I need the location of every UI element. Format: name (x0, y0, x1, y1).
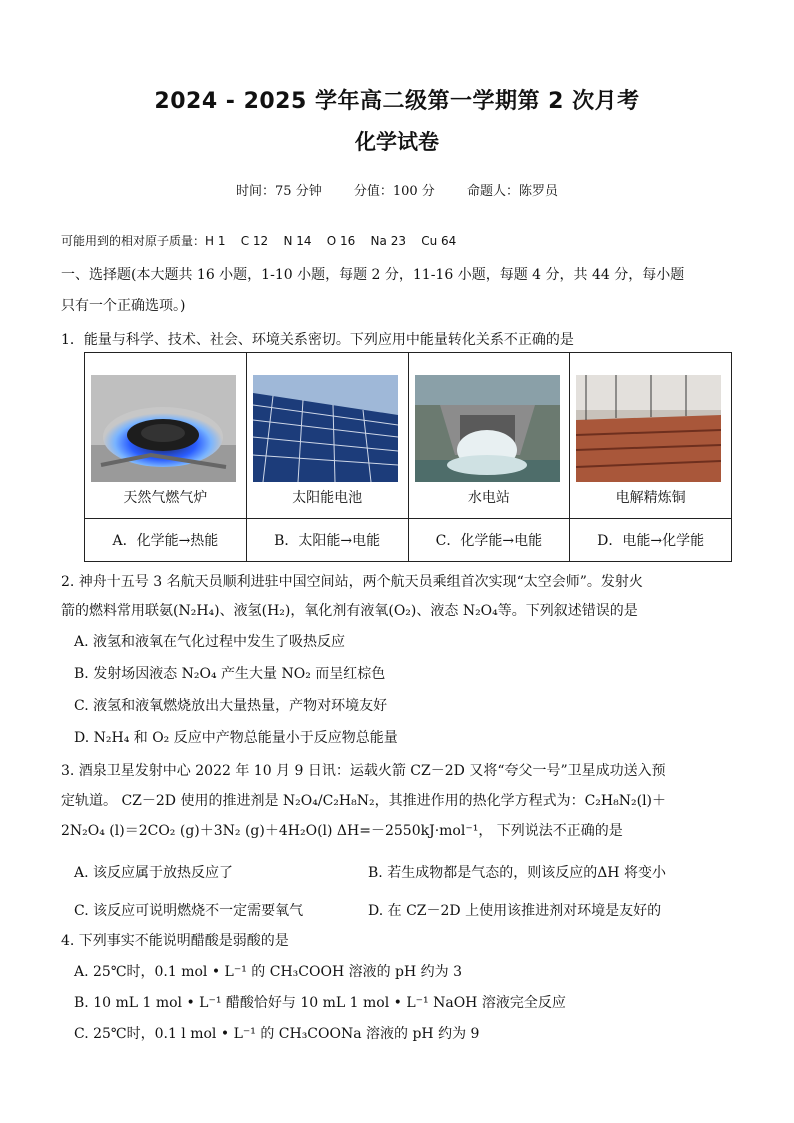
q3-option-b: B. 若生成物都是气态的，则该反应的ΔH 将变小 (368, 865, 666, 881)
q1-option-c: C．化学能→电能 (408, 519, 570, 562)
q3-stem-line2: 定轨道。 CZ－2D 使用的推进剂是 N₂O₄/C₂H₈N₂，其推进作用的热化学方程式为：C₂H₈N₂(l)＋ (61, 793, 667, 809)
q3-option-a: A. 该反应属于放热反应了 (74, 865, 234, 881)
q1-cell-b (246, 353, 408, 519)
q1-cell-c (408, 353, 570, 519)
q2-option-b: B. 发射场因液态 N₂O₄ 产生大量 NO₂ 而呈红棕色 (74, 666, 386, 682)
q4-stem: 4. 下列事实不能说明醋酸是弱酸的是 (61, 933, 289, 949)
q1-label-c: 水电站 (467, 489, 510, 506)
q4-option-a: A. 25℃时，0.1 mol • L⁻¹ 的 CH₃COOH 溶液的 pH 约为 3 (74, 964, 463, 980)
q2-stem-line2: 箭的燃料常用联氨(N₂H₄)、液氢(H₂)，氧化剂有液氧(O₂)、液态 N₂O₄等。下列叙述错误的是 (61, 603, 638, 619)
q2-option-a: A. 液氢和液氧在气化过程中发生了吸热反应 (74, 634, 346, 650)
q2-stem-line1: 2. 神舟十五号 3 名航天员顺利进驻中国空间站，两个航天员乘组首次实现“太空会师”。发射火 (61, 574, 643, 590)
section-heading-line1: 一、选择题(本大题共 16 小题，1-10 小题，每题 2 分，11-16 小题，每题 4 分，共 44 分，每小题 (61, 267, 685, 283)
q1-option-a: A．化学能→热能 (85, 519, 247, 562)
q4-option-c: C. 25℃时，0.1 l mol • L⁻¹ 的 CH₃COONa 溶液的 pH 约为 9 (74, 1026, 480, 1042)
exam-meta (0, 180, 794, 199)
q4-option-b: B. 10 mL 1 mol • L⁻¹ 醋酸恰好与 10 mL 1 mol • L⁻¹ NaOH 溶液完全反应 (74, 995, 566, 1011)
exam-time: 时间：75 分钟 (236, 184, 322, 199)
hydropower-image (415, 375, 560, 482)
q1-cell-d (570, 353, 732, 519)
gas-stove-image (91, 375, 236, 482)
atomic-masses: 可能用到的相对原子质量：H 1 C 12 N 14 O 16 Na 23 Cu 64 (61, 234, 457, 248)
q3-stem-line1: 3. 酒泉卫星发射中心 2022 年 10 月 9 日讯：运载火箭 CZ－2D 又将“夸父一号”卫星成功送入预 (61, 763, 666, 779)
q3-option-c: C. 该反应可说明燃烧不一定需要氧气 (74, 903, 304, 919)
exam-title: 2024 - 2025 学年高二级第一学期第 2 次月考 (154, 89, 640, 114)
q1-stem: 1．能量与科学、技术、社会、环境关系密切。下列应用中能量转化关系不正确的是 (61, 332, 574, 348)
q1-option-b: B．太阳能→电能 (246, 519, 408, 562)
q3-option-d: D. 在 CZ－2D 上使用该推进剂对环境是友好的 (368, 903, 662, 919)
q1-cell-a (85, 353, 247, 519)
q3-stem-line3: 2N₂O₄ (l)＝2CO₂ (g)＋3N₂ (g)＋4H₂O(l) ΔH=－2550kJ·mol⁻¹， 下列说法不正确的是 (61, 823, 623, 839)
q1-label-d: 电解精炼铜 (615, 489, 686, 506)
exam-author: 命题人：陈罗员 (466, 184, 558, 199)
q1-option-d: D．电能→化学能 (570, 519, 732, 562)
subject-title: 化学试卷 (355, 130, 439, 154)
section-heading-line2: 只有一个正确选项。) (61, 298, 186, 314)
exam-score: 分值：100 分 (353, 184, 435, 199)
solar-panel-image (253, 375, 398, 482)
q1-label-a: 天然气燃气炉 (123, 489, 208, 506)
q2-option-c: C. 液氢和液氧燃烧放出大量热量，产物对环境友好 (74, 698, 388, 714)
q1-label-b: 太阳能电池 (292, 489, 363, 506)
q2-option-d: D. N₂H₄ 和 O₂ 反应中产物总能量小于反应物总能量 (74, 730, 398, 746)
q1-table (84, 352, 732, 562)
copper-refining-image (576, 375, 721, 482)
